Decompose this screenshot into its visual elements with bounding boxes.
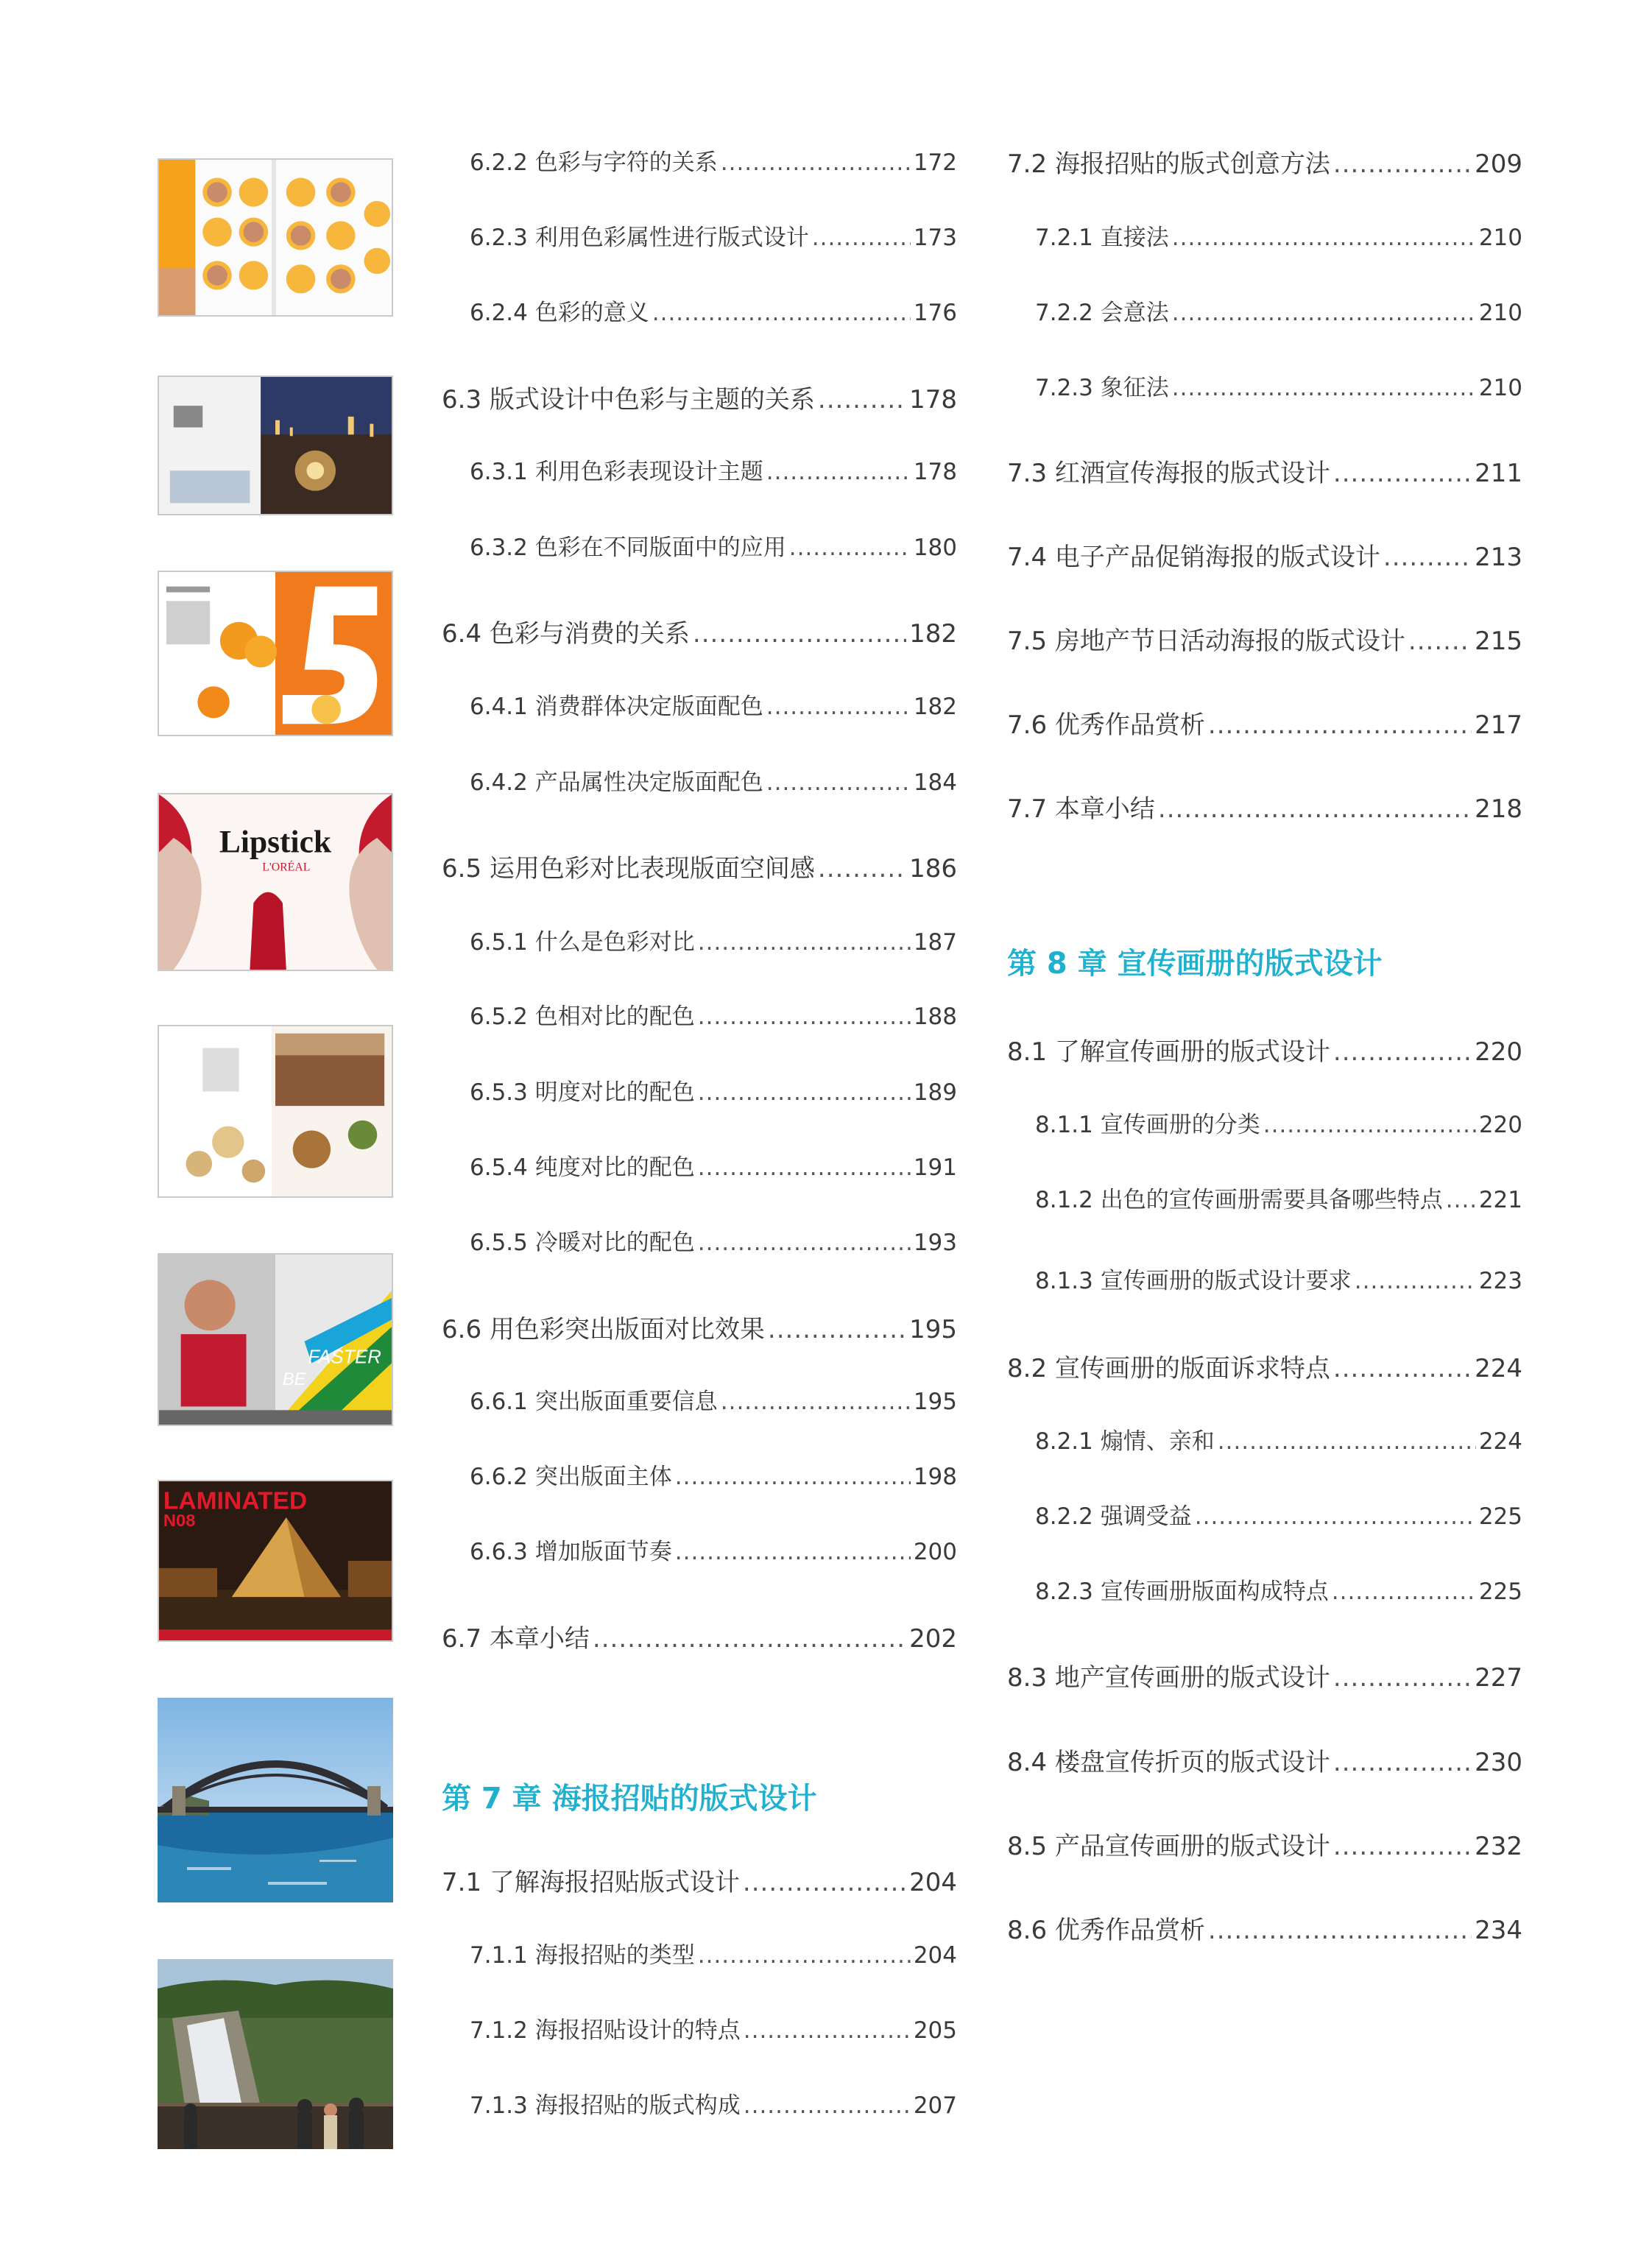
toc-dot-leader: [1158, 794, 1472, 824]
laminated-wordmark: LAMINATED: [163, 1487, 308, 1515]
toc-entry-title: 8.6 优秀作品赏析: [1007, 1916, 1205, 1945]
toc-entry-title: 8.2.2 强调受益: [1035, 1503, 1192, 1530]
toc-subsection-entry[interactable]: [442, 529, 957, 562]
toc-dot-leader: [766, 694, 911, 720]
toc-subsection-entry[interactable]: [1007, 294, 1522, 327]
toc-page-number: 217: [1475, 710, 1522, 740]
lipstick-wordmark: Lipstick: [219, 824, 332, 860]
toc-entry-title: 6.5 运用色彩对比表现版面空间感: [442, 854, 815, 883]
toc-entry-title: 6.5.4 纯度对比的配色: [470, 1154, 695, 1181]
toc-dot-leader: [1333, 1832, 1472, 1861]
toc-dot-leader: [1355, 1268, 1476, 1294]
chapter-heading: 第 7 章 海报招贴的版式设计: [442, 1782, 817, 1816]
toc-subsection-entry[interactable]: [442, 1149, 957, 1182]
toc-page-number: 189: [913, 1079, 957, 1106]
thumb-city-night: [158, 375, 393, 515]
toc-dot-leader: [818, 854, 906, 883]
toc-entry-title: 6.5.1 什么是色彩对比: [470, 929, 695, 956]
toc-entry-title: 8.1.3 宣传画册的版式设计要求: [1035, 1268, 1352, 1294]
toc-entry-title: 6.2.4 色彩的意义: [470, 300, 649, 326]
toc-dot-leader: [766, 459, 911, 485]
toc-page-number: 223: [1478, 1268, 1522, 1294]
toc-subsection-entry[interactable]: [1007, 1106, 1522, 1139]
toc-section-entry[interactable]: [1007, 453, 1522, 489]
toc-page-number: 210: [1478, 300, 1522, 326]
toc-entry-title: 7.1.1 海报招贴的类型: [470, 1942, 695, 1969]
toc-page-number: 187: [913, 929, 957, 956]
toc-page-number: 220: [1475, 1037, 1522, 1067]
toc-subsection-entry[interactable]: [442, 453, 957, 486]
toc-entry-title: 6.6.2 突出版面主体: [470, 1464, 672, 1490]
toc-dot-leader: [1218, 1428, 1476, 1455]
toc-entry-title: 6.2.3 利用色彩属性进行版式设计: [470, 225, 809, 251]
toc-dot-leader: [698, 1003, 911, 1030]
toc-page-number: 202: [909, 1624, 957, 1654]
toc-subsection-entry[interactable]: [442, 219, 957, 252]
toc-section-entry[interactable]: [442, 848, 957, 884]
toc-subsection-entry[interactable]: [442, 2087, 957, 2120]
toc-entry-title: 6.4.1 消费群体决定版面配色: [470, 694, 763, 720]
toc-dot-leader: [1333, 1037, 1472, 1067]
toc-section-entry[interactable]: [442, 1618, 957, 1654]
toc-page-number: 209: [1475, 149, 1522, 179]
loreal-wordmark: L'ORÉAL: [262, 861, 311, 874]
toc-dot-leader: [768, 1315, 906, 1344]
toc-page-number: 204: [909, 1868, 957, 1897]
toc-entry-title: 7.2.2 会意法: [1035, 300, 1169, 326]
toc-page-number: 225: [1478, 1579, 1522, 1605]
toc-entry-title: 8.1 了解宣传画册的版式设计: [1007, 1037, 1330, 1067]
toc-entry-title: 8.5 产品宣传画册的版式设计: [1007, 1832, 1330, 1861]
toc-page-number: 172: [913, 149, 957, 176]
thumb-pyramid: [158, 1480, 393, 1642]
toc-page-number: 210: [1478, 375, 1522, 401]
toc-page-number: 210: [1478, 225, 1522, 251]
thumb-bridge: [158, 1698, 393, 1902]
toc-dot-leader: [743, 1868, 906, 1897]
toc-entry-title: 6.5.2 色相对比的配色: [470, 1003, 695, 1030]
toc-subsection-entry[interactable]: [442, 763, 957, 797]
n08-wordmark: N08: [163, 1511, 196, 1531]
toc-entry-title: 6.3.2 色彩在不同版面中的应用: [470, 535, 786, 561]
toc-page-number: 211: [1475, 459, 1522, 488]
toc-section-entry[interactable]: [1007, 537, 1522, 573]
toc-page-number: 186: [909, 854, 957, 883]
faster-wordmark: FASTER: [308, 1347, 381, 1368]
toc-page-number: 176: [913, 300, 957, 326]
toc-dot-leader: [1263, 1112, 1476, 1138]
toc-subsection-entry[interactable]: [1007, 1422, 1522, 1456]
toc-page-number: 207: [913, 2092, 957, 2119]
toc-page-number: 230: [1475, 1748, 1522, 1777]
toc-entry-title: 6.5.3 明度对比的配色: [470, 1079, 695, 1106]
toc-subsection-entry[interactable]: [442, 1936, 957, 1969]
toc-entry-title: 8.2.3 宣传画册版面构成特点: [1035, 1579, 1329, 1605]
toc-dot-leader: [675, 1539, 911, 1565]
be-wordmark: BE: [282, 1369, 306, 1389]
toc-entry-title: 6.3 版式设计中色彩与主题的关系: [442, 385, 815, 415]
toc-entry-title: 7.2.1 直接法: [1035, 225, 1169, 251]
toc-entry-title: 7.5 房地产节日活动海报的版式设计: [1007, 627, 1405, 656]
toc-subsection-entry[interactable]: [442, 1533, 957, 1566]
toc-dot-leader: [693, 619, 906, 649]
toc-dot-leader: [698, 1079, 911, 1106]
toc-subsection-entry[interactable]: [442, 1458, 957, 1491]
toc-dot-leader: [721, 1389, 911, 1415]
toc-page-number: 205: [913, 2017, 957, 2044]
toc-entry-title: 7.4 电子产品促销海报的版式设计: [1007, 543, 1380, 572]
toc-dot-leader: [1333, 1748, 1472, 1777]
toc-entry-title: 7.6 优秀作品赏析: [1007, 710, 1205, 740]
toc-section-entry[interactable]: [442, 1309, 957, 1345]
toc-page-number: 198: [913, 1464, 957, 1490]
toc-entry-title: 8.1.1 宣传画册的分类: [1035, 1112, 1260, 1138]
toc-section-entry[interactable]: [1007, 705, 1522, 741]
chapter-heading: 第 8 章 宣传画册的版式设计: [1007, 947, 1383, 981]
toc-dot-leader: [675, 1464, 911, 1490]
toc-page-number: 232: [1475, 1832, 1522, 1861]
toc-subsection-entry[interactable]: [442, 1383, 957, 1416]
toc-entry-title: 7.7 本章小结: [1007, 794, 1155, 824]
toc-dot-leader: [698, 929, 911, 956]
toc-page-number: 195: [913, 1389, 957, 1415]
toc-subsection-entry[interactable]: [442, 1224, 957, 1257]
toc-dot-leader: [1208, 710, 1472, 740]
toc-entry-title: 6.3.1 利用色彩表现设计主题: [470, 459, 763, 485]
toc-subsection-entry[interactable]: [442, 923, 957, 956]
toc-dot-leader: [1208, 1916, 1472, 1945]
toc-subsection-entry[interactable]: [442, 294, 957, 327]
toc-subsection-entry[interactable]: [1007, 1498, 1522, 1531]
toc-dot-leader: [1172, 375, 1476, 401]
toc-entry-title: 6.7 本章小结: [442, 1624, 590, 1654]
toc-page-number: 182: [909, 619, 957, 649]
toc-subsection-entry[interactable]: [1007, 1181, 1522, 1214]
toc-section-entry[interactable]: [1007, 1657, 1522, 1693]
thumb-athlete: [158, 1253, 393, 1426]
thumb-children-circles: [158, 158, 393, 317]
toc-page-number: 188: [913, 1003, 957, 1030]
toc-subsection-entry[interactable]: [442, 2011, 957, 2045]
toc-dot-leader: [789, 535, 911, 561]
toc-entry-title: 6.5.5 冷暖对比的配色: [470, 1230, 695, 1256]
toc-page-number: 221: [1478, 1187, 1522, 1213]
toc-entry-title: 6.2.2 色彩与字符的关系: [470, 149, 718, 176]
toc-dot-leader: [1333, 149, 1472, 179]
toc-entry-title: 7.1.3 海报招贴的版式构成: [470, 2092, 741, 2119]
toc-entry-title: 6.6 用色彩突出版面对比效果: [442, 1315, 765, 1344]
toc-entry-title: 7.1.2 海报招贴设计的特点: [470, 2017, 741, 2044]
toc-dot-leader: [1333, 1354, 1472, 1383]
toc-page-number: 225: [1478, 1503, 1522, 1530]
toc-dot-leader: [698, 1154, 911, 1181]
toc-entry-title: 6.4 色彩与消费的关系: [442, 619, 690, 649]
toc-page-number: 195: [909, 1315, 957, 1344]
toc-page-number: 224: [1475, 1354, 1522, 1383]
toc-page-number: 204: [913, 1942, 957, 1969]
toc-entry-title: 7.3 红酒宣传海报的版式设计: [1007, 459, 1330, 488]
toc-dot-leader: [1332, 1579, 1476, 1605]
toc-dot-leader: [1172, 225, 1476, 251]
toc-dot-leader: [1408, 627, 1472, 656]
toc-entry-title: 7.2 海报招贴的版式创意方法: [1007, 149, 1330, 179]
thumb-waterfall: [158, 1959, 393, 2149]
toc-page-number: 218: [1475, 794, 1522, 824]
toc-section-entry[interactable]: [1007, 1826, 1522, 1862]
toc-dot-leader: [593, 1624, 906, 1654]
toc-page-number: 213: [1475, 543, 1522, 572]
toc-entry-title: 8.4 楼盘宣传折页的版式设计: [1007, 1748, 1330, 1777]
toc-dot-leader: [744, 2092, 911, 2119]
toc-entry-title: 7.1 了解海报招贴版式设计: [442, 1868, 740, 1897]
toc-entry-title: 6.6.1 突出版面重要信息: [470, 1389, 718, 1415]
toc-page-number: 180: [913, 535, 957, 561]
toc-dot-leader: [766, 769, 911, 796]
toc-section-entry[interactable]: [1007, 1910, 1522, 1946]
toc-page-number: 234: [1475, 1916, 1522, 1945]
toc-dot-leader: [1333, 1663, 1472, 1693]
toc-page-number: 215: [1475, 627, 1522, 656]
toc-subsection-entry[interactable]: [1007, 219, 1522, 252]
toc-page-number: 191: [913, 1154, 957, 1181]
toc-page-number: 178: [909, 385, 957, 415]
toc-subsection-entry[interactable]: [1007, 1262, 1522, 1295]
toc-page-number: 178: [913, 459, 957, 485]
toc-page-number: 173: [913, 225, 957, 251]
toc-entry-title: 8.2 宣传画册的版面诉求特点: [1007, 1354, 1330, 1383]
toc-section-entry[interactable]: [442, 613, 957, 649]
toc-section-entry[interactable]: [1007, 1742, 1522, 1778]
toc-subsection-entry[interactable]: [442, 998, 957, 1031]
toc-subsection-entry[interactable]: [1007, 369, 1522, 402]
toc-page-number: 182: [913, 694, 957, 720]
toc-page-number: 227: [1475, 1663, 1522, 1693]
toc-subsection-entry[interactable]: [1007, 1573, 1522, 1606]
toc-dot-leader: [721, 149, 911, 176]
toc-page-number: 200: [913, 1539, 957, 1565]
toc-section-entry[interactable]: [442, 379, 957, 415]
toc-page-number: 220: [1478, 1112, 1522, 1138]
toc-dot-leader: [698, 1230, 911, 1256]
toc-dot-leader: [1172, 300, 1476, 326]
toc-dot-leader: [1446, 1187, 1476, 1213]
toc-section-entry[interactable]: [442, 1862, 957, 1898]
toc-dot-leader: [1333, 459, 1472, 488]
toc-section-entry[interactable]: [1007, 144, 1522, 180]
toc-dot-leader: [818, 385, 906, 415]
toc-subsection-entry[interactable]: [442, 1073, 957, 1107]
toc-subsection-entry[interactable]: [442, 144, 957, 177]
toc-entry-title: 6.4.2 产品属性决定版面配色: [470, 769, 763, 796]
toc-entry-title: 8.1.2 出色的宣传画册需要具备哪些特点: [1035, 1187, 1443, 1213]
toc-entry-title: 8.3 地产宣传画册的版式设计: [1007, 1663, 1330, 1693]
toc-section-entry[interactable]: [1007, 1031, 1522, 1068]
toc-dot-leader: [812, 225, 911, 251]
toc-section-entry[interactable]: [1007, 621, 1522, 657]
toc-dot-leader: [652, 300, 911, 326]
toc-page-number: 193: [913, 1230, 957, 1256]
toc-dot-leader: [698, 1942, 911, 1969]
thumb-lipstick: [158, 793, 393, 971]
toc-subsection-entry[interactable]: [442, 688, 957, 721]
thumb-food: [158, 1025, 393, 1198]
toc-entry-title: 6.6.3 增加版面节奏: [470, 1539, 672, 1565]
toc-section-entry[interactable]: [1007, 1348, 1522, 1384]
thumb-oranges: [158, 571, 393, 736]
toc-page-number: 224: [1478, 1428, 1522, 1455]
toc-section-entry[interactable]: [1007, 789, 1522, 825]
toc-entry-title: 8.2.1 煽情、亲和: [1035, 1428, 1215, 1455]
toc-dot-leader: [744, 2017, 911, 2044]
toc-dot-leader: [1383, 543, 1472, 572]
toc-entry-title: 7.2.3 象征法: [1035, 375, 1169, 401]
toc-page-number: 184: [913, 769, 957, 796]
toc-dot-leader: [1195, 1503, 1476, 1530]
